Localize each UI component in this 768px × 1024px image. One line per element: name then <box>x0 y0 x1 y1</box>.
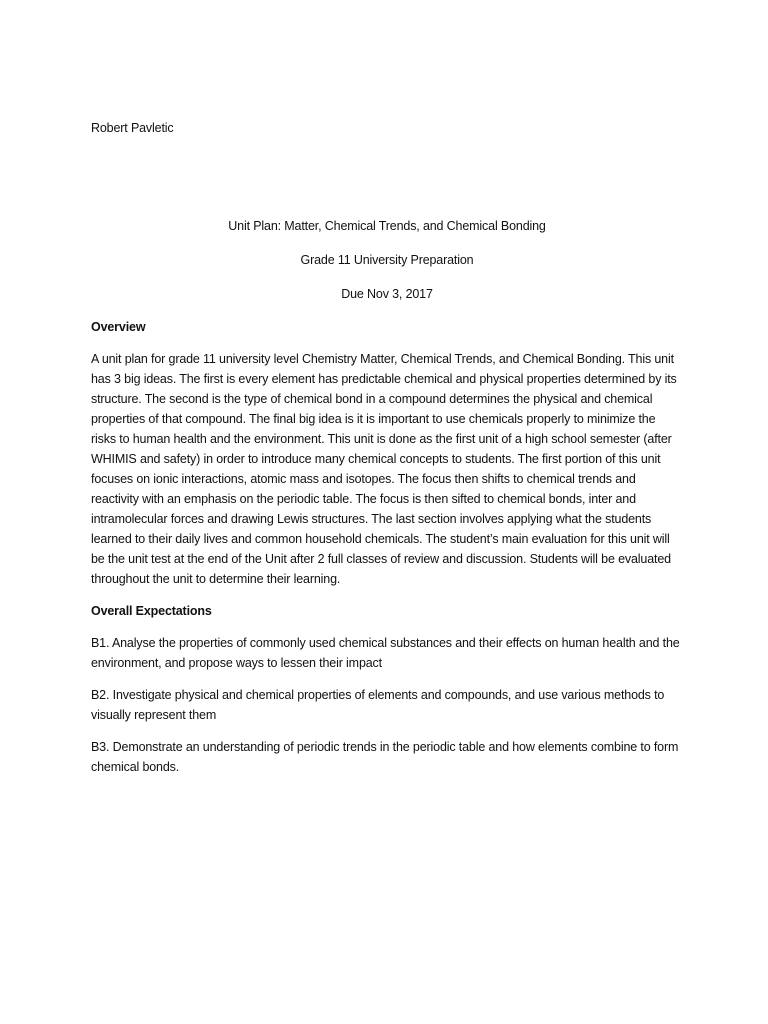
expectation-b2: B2. Investigate physical and chemical properties of elements and compounds, and use various methods to visually represent them <box>91 688 665 722</box>
overview-heading: Overview <box>91 320 146 334</box>
expectations-heading: Overall Expectations <box>91 604 212 618</box>
document-subtitle: Grade 11 University Preparation <box>300 253 474 267</box>
spacer <box>91 138 683 216</box>
author-name: Robert Pavletic <box>91 121 174 135</box>
document-title: Unit Plan: Matter, Chemical Trends, and Chemical Bonding <box>228 219 546 233</box>
overview-paragraph: A unit plan for grade 11 university level Chemistry Matter, Chemical Trends, and Chemical Bonding. This unit has 3 big ideas. The first is every element has predictable chemical and physical properties determined by its structure. The second is the type of chemical bond in a compound determines the physical and chemical properties of that compound. The final big idea is it is important to use chemicals properly to minimize the risks to human health and the environment. This unit is done as the first unit of a high school semester (after WHIMIS and safety) in order to introduce many chemical concepts to students. The first portion of this unit focuses on ionic interactions, atomic mass and isotopes. The focus then shifts to chemical trends and reactivity with an emphasis on the periodic table. The focus is then sifted to chemical bonds, inter and intramolecular forces and drawing Lewis structures. The last section involves applying what the students learned to their daily lives and common household chemicals. The student’s main evaluation for this unit will be the unit test at the end of the Unit after 2 full classes of review and discussion. Students will be evaluated throughout the unit to determine their learning. <box>91 352 677 586</box>
document-body <box>91 118 683 777</box>
due-date: Due Nov 3, 2017 <box>341 287 433 301</box>
expectation-b1: B1. Analyse the properties of commonly used chemical substances and their effects on human health and the environment, and propose ways to lessen their impact <box>91 636 680 670</box>
expectation-b3: B3. Demonstrate an understanding of periodic trends in the periodic table and how elements combine to form chemical bonds. <box>91 740 679 774</box>
